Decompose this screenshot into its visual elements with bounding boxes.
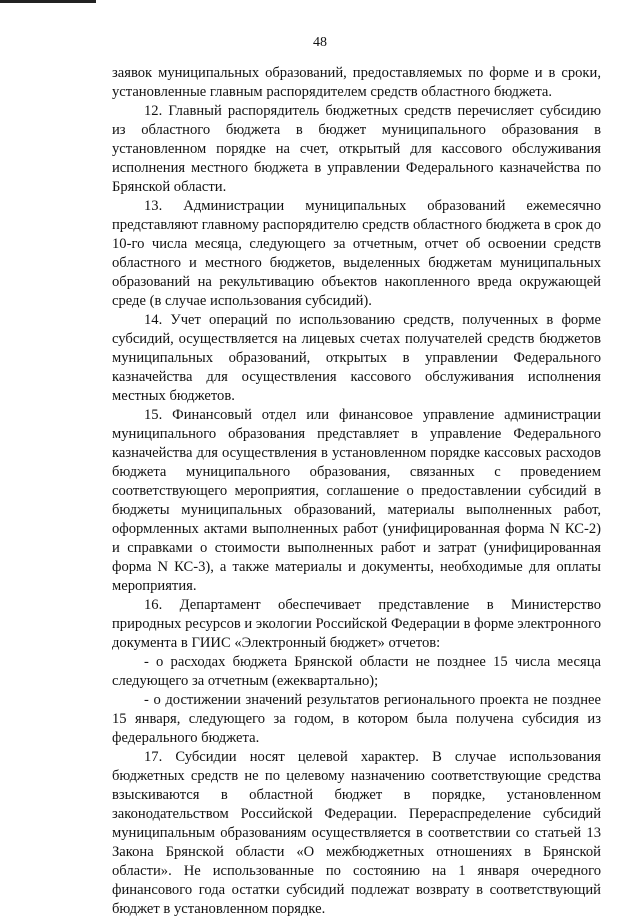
- document-body: [112, 64, 601, 919]
- scan-edge-line: [0, 0, 96, 3]
- paragraph-16: 16. Департамент обеспечивает представление в Министерство природных ресурсов и экологии Российской Федерации в форме электронного документа в ГИИС «Электронный бюджет» отчетов:: [112, 597, 601, 651]
- paragraph-12: 12. Главный распорядитель бюджетных средств перечисляет субсидию из областного бюджета в бюджет муниципального образования в установленном порядке на счет, открытый для кассового обслуживания исполнения местного бюджета в управлении Федерального казначейства по Брянской области.: [112, 103, 601, 195]
- paragraph-14: 14. Учет операций по использованию средств, полученных в форме субсидий, осуществляется на лицевых счетах получателей средств бюджетов муниципальных образований, открытых в управлении Федерального казначейства для осуществления кассового обслуживания исполнения местных бюджетов.: [112, 312, 601, 404]
- paragraph-13: 13. Администрации муниципальных образований ежемесячно представляют главному распорядителю средств областного бюджета в срок до 10-го числа месяца, следующего за отчетным, отчет об освоении средств областного и местного бюджетов, выделенных бюджетам муниципальных образований на рекультивацию объектов накопленного вреда окружающей среде (в случае использования субсидий).: [112, 198, 601, 309]
- paragraph-16-item-expenses: - о расходах бюджета Брянской области не позднее 15 числа месяца следующего за отчетным (ежеквартально);: [112, 654, 601, 689]
- paragraph-15: 15. Финансовый отдел или финансовое управление администрации муниципального образования представляет в управление Федерального казначейства для осуществления в установленном порядке кассовых расходов бюджета муниципального образования, связанных с проведением соответствующего мероприятия, соглашение о предоставлении субсидий в бюджеты муниципальных образований, материалы выполненных работ, оформленных актами выполненных работ (унифицированная форма N КС-2) и справками о стоимости выполненных работ и затрат (унифицированная форма N КС-3), а также материалы и документы, необходимые для оплаты мероприятия.: [112, 407, 601, 594]
- paragraph-17: 17. Субсидии носят целевой характер. В случае использования бюджетных средств не по целевому назначению соответствующие средства взыскиваются в областной бюджет в порядке, установленном законодательством Российской Федерации. Перераспределение субсидий муниципальным образованиям осуществляется в соответствии со статьей 13 Закона Брянской области «О межбюджетных отношениях в Брянской области». Не использованные по состоянию на 1 января очередного финансового года остатки субсидий подлежат возврату в соответствующий бюджет в установленном порядке.: [112, 749, 601, 917]
- paragraph-continuation: заявок муниципальных образований, предоставляемых по форме и в сроки, установленные главным распорядителем средств областного бюджета.: [112, 65, 601, 100]
- paragraph-16-item-results: - о достижении значений результатов регионального проекта не позднее 15 января, следующего за годом, в котором была получена субсидия из федерального бюджета.: [112, 692, 601, 746]
- page-number: 48: [313, 35, 327, 50]
